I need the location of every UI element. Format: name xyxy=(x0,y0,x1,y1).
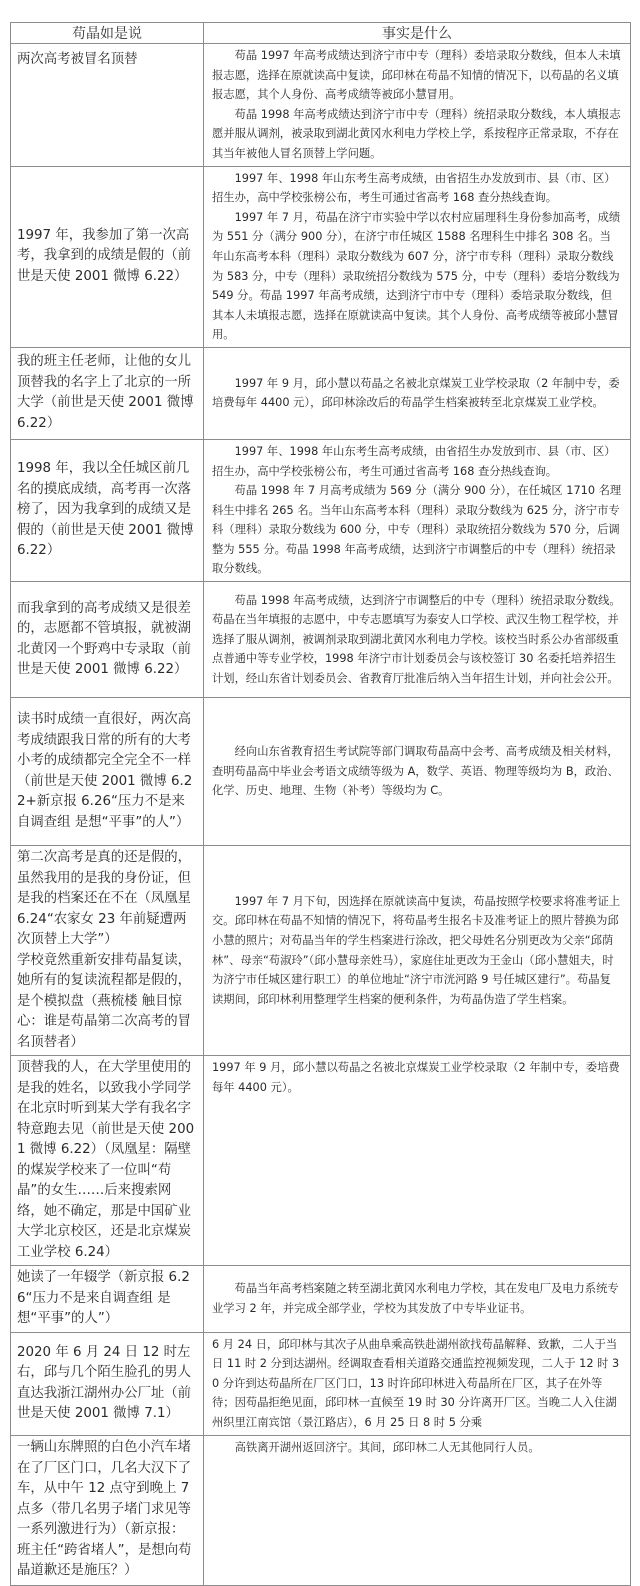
table-row xyxy=(11,1266,631,1333)
table-row xyxy=(11,582,631,698)
claim-cell: 第二次高考是真的还是假的，虽然我用的是我的身份证，但是我的档案还在不在（凤凰星 6.24“农家女 23 年前疑遭两次顶替上大学”） 学校竟然重新安排苟晶复读，她所有的复读流程都是假的，是个模拟盘（燕梳楼 触目惊心：谁是苟晶第二次高考的冒名顶替者） xyxy=(11,846,204,1056)
facts-cell xyxy=(204,1266,631,1333)
table-row xyxy=(11,347,631,439)
table-row xyxy=(11,846,631,1056)
table-row xyxy=(11,698,631,846)
fact-paragraph: 苟晶 1998 年高考成绩，达到济宁市调整后的中专（理科）统招录取分数线。苟晶在当年填报的志愿中，中专志愿填写为泰安人口学校、武汉生物工程学校，并选择了服从调剂，被调剂录取到湖北黄冈水利电力学校。该校当时系公办省部级重点普通中等专业学校，1998 年济宁市计划委员会与该校签订 30 名委托培养招生计划，经山东省计划委员会、省教育厅批准后纳入当年招生计划，并向社会公开。 xyxy=(212,593,621,685)
fact-paragraph: 1997 年 9 月，邱小慧以苟晶之名被北京煤炭工业学校录取（2 年制中专，委培费每年 4400 元）。 xyxy=(212,1061,620,1094)
fact-paragraph: 1997 年、1998 年山东考生高考成绩，由省招生办发放到市、县（市、区）招生办，高中学校张榜公布，考生可通过省高考 168 查分热线查询。 xyxy=(212,171,616,205)
claim-cell: 而我拿到的高考成绩又是很差的，志愿都不管填报，就被湖北黄冈一个野鸡中专录取（前世是天使 2001 微博 6.22） xyxy=(11,582,204,698)
fact-paragraph: 6 月 24 日，邱印林与其次子从曲阜乘高铁赴湖州欲找苟晶解释、致歉，二人于当日 11 时 2 分到达湖州。经调取查看相关道路交通监控视频发现，二人于 12 时 30 分许到达苟晶所在厂区门口，13 时许邱印林进入苟晶所在厂区，其子在外等待；因苟晶拒绝见面，邱印林一直候至 19 时 30 分许离开厂区。当晚二人入住湖州织里江南宾馆（景江路店），6 月 25 日 8 时 5 分乘 xyxy=(212,1337,620,1429)
fact-paragraph: 苟晶当年高考档案随之转至湖北黄冈水利电力学校，其在发电厂及电力系统专业学习 2 年，并完成全部学业，学校为其发放了中专毕业证书。 xyxy=(212,1282,619,1315)
table-row xyxy=(11,439,631,581)
fact-paragraph: 苟晶 1997 年高考成绩达到济宁市中专（理科）委培录取分数线，但本人未填报志愿，选择在原就读高中复读，邱印林在苟晶不知情的情况下，以苟晶的名义填报志愿，其个人身份、高考成绩等被邱小慧冒用。 xyxy=(212,49,621,102)
facts-cell xyxy=(204,582,631,698)
claim-cell: 2020 年 6 月 24 日 12 时左右，邱与几个陌生脸孔的男人直达我浙江湖州办公厂址（前世是天使 2001 微博 7.1） xyxy=(11,1332,204,1435)
fact-paragraph: 苟晶 1998 年高考成绩达到济宁市中专（理科）统招录取分数线，本人填报志愿并服从调剂，被录取到湖北黄冈水利电力学校上学，系按程序正常录取，不存在其当年被他人冒名顶替上学问题。 xyxy=(212,107,621,160)
table-header-row xyxy=(11,23,631,44)
table-row xyxy=(11,44,631,167)
header-facts: 事实是什么 xyxy=(204,23,631,44)
table-row xyxy=(11,166,631,347)
claim-cell: 我的班主任老师，让他的女儿顶替我的名字上了北京的一所大学（前世是天使 2001 微博 6.22） xyxy=(11,347,204,439)
claim-cell: 顶替我的人，在大学里使用的是我的姓名，以致我小学同学在北京时听到某大学有我名字特意跑去见（前世是天使 2001 微博 6.22）（凤凰星：隔壁的煤炭学校来了一位叫“苟晶”的女生……后来搜索网络，她不确定，那是中国矿业大学北京校区，还是北京煤炭工业学校 6.24） xyxy=(11,1056,204,1266)
claim-cell: 1997 年，我参加了第一次高考，我拿到的成绩是假的（前世是天使 2001 微博 6.22） xyxy=(11,166,204,347)
facts-cell xyxy=(204,1056,631,1266)
claim-cell: 两次高考被冒名顶替 xyxy=(11,44,204,167)
facts-cell xyxy=(204,44,631,167)
claim-cell: 一辆山东牌照的白色小汽车堵在了厂区门口，几名大汉下了车，从中午 12 点守到晚上 7 点多（带几名男子堵门求见等一系列激进行为）（新京报：班主任“跨省堵人”，是想向苟晶道歉还是施压？） xyxy=(11,1435,204,1585)
fact-check-table-frame xyxy=(10,22,630,1586)
fact-check-table xyxy=(10,22,631,1586)
facts-cell xyxy=(204,1332,631,1435)
facts-cell xyxy=(204,439,631,581)
facts-cell xyxy=(204,698,631,846)
facts-cell xyxy=(204,347,631,439)
table-row xyxy=(11,1435,631,1585)
facts-cell xyxy=(204,1435,631,1585)
fact-paragraph: 经向山东省教育招生考试院等部门调取苟晶高中会考、高考成绩及相关材料，查明苟晶高中毕业会考语文成绩等级为 A，数学、英语、物理等级均为 B，政治、化学、历史、地理、生物（补考）等级均为 C。 xyxy=(212,745,619,798)
header-claim: 苟晶如是说 xyxy=(11,23,204,44)
fact-paragraph: 1997 年 9 月，邱小慧以苟晶之名被北京煤炭工业学校录取（2 年制中专，委培费每年 4400 元），邱印林涂改后的苟晶学生档案被转至北京煤炭工业学校。 xyxy=(212,376,620,410)
fact-paragraph: 苟晶 1998 年 7 月高考成绩为 569 分（满分 900 分），在任城区 1710 名理科生中排名 265 名。当年山东高考本科（理科）录取分数线为 625 分，济宁市专科（理科）录取分数线为 600 分，中专（理科）录取统招分数线为 570 分，后调整为 555 分。苟晶 1998 年高考成绩，达到济宁市调整后的中专（理科）统招录取分数线。 xyxy=(212,484,622,576)
facts-cell xyxy=(204,846,631,1056)
claim-cell: 她读了一年辍学（新京报 6.26“压力不是来自调查组 是想“平事”的人”） xyxy=(11,1266,204,1333)
fact-paragraph: 1997 年、1998 年山东考生高考成绩，由省招生办发放到市、县（市、区）招生办，高中学校张榜公布，考生可通过省高考 168 查分热线查询。 xyxy=(212,444,616,478)
claim-cell: 1998 年，我以全任城区前几名的摸底成绩，高考再一次落榜了，因为我拿到的成绩又是假的（前世是天使 2001 微博 6.22） xyxy=(11,439,204,581)
table-row xyxy=(11,1056,631,1266)
fact-paragraph: 1997 年 7 月，苟晶在济宁市实验中学以农村应届理科生身份参加高考，成绩为 551 分（满分 900 分），在济宁市任城区 1588 名理科生中排名 308 名。当年山东高考本科（理科）录取分数线为 607 分，济宁市专科（理科）录取分数线为 583 分，中专（理科）录取统招分数线为 575 分，中专（理科）委培分数线为 549 分。苟晶 1997 年高考成绩，达到济宁市中专（理科）委培录取分数线，但其本人未填报志愿，选择在原就读高中复读。其个人身份、高考成绩等被邱小慧冒用。 xyxy=(212,210,621,342)
fact-paragraph: 1997 年 7 月下旬，因选择在原就读高中复读，苟晶按照学校要求将准考证上交。邱印林在苟晶不知情的情况下，将苟晶考生报名卡及准考证上的照片替换为邱小慧的照片；对苟晶当年的学生档案进行涂改，把父母姓名分别更改为父亲“邱荫林”、母亲“苟淑玲”（邱小慧母亲姓马），家庭住址更改为王金山（邱小慧姐夫，时为济宁市任城区建行职工）的单位地址“济宁市洸河路 9 号任城区建行”。苟晶复读期间，邱印林利用整理学生档案的便利条件，为苟晶伪造了学生档案。 xyxy=(212,894,621,1006)
table-row xyxy=(11,1332,631,1435)
fact-paragraph: 高铁离开湖州返回济宁。其间，邱印林二人无其他同行人员。 xyxy=(234,1440,540,1454)
facts-cell xyxy=(204,166,631,347)
claim-cell: 读书时成绩一直很好，两次高考成绩跟我日常的所有的大考小考的成绩都完全完全不一样（前世是天使 2001 微博 6.22+新京报 6.26“压力不是来自调查组 是想“平事”的人”） xyxy=(11,698,204,846)
